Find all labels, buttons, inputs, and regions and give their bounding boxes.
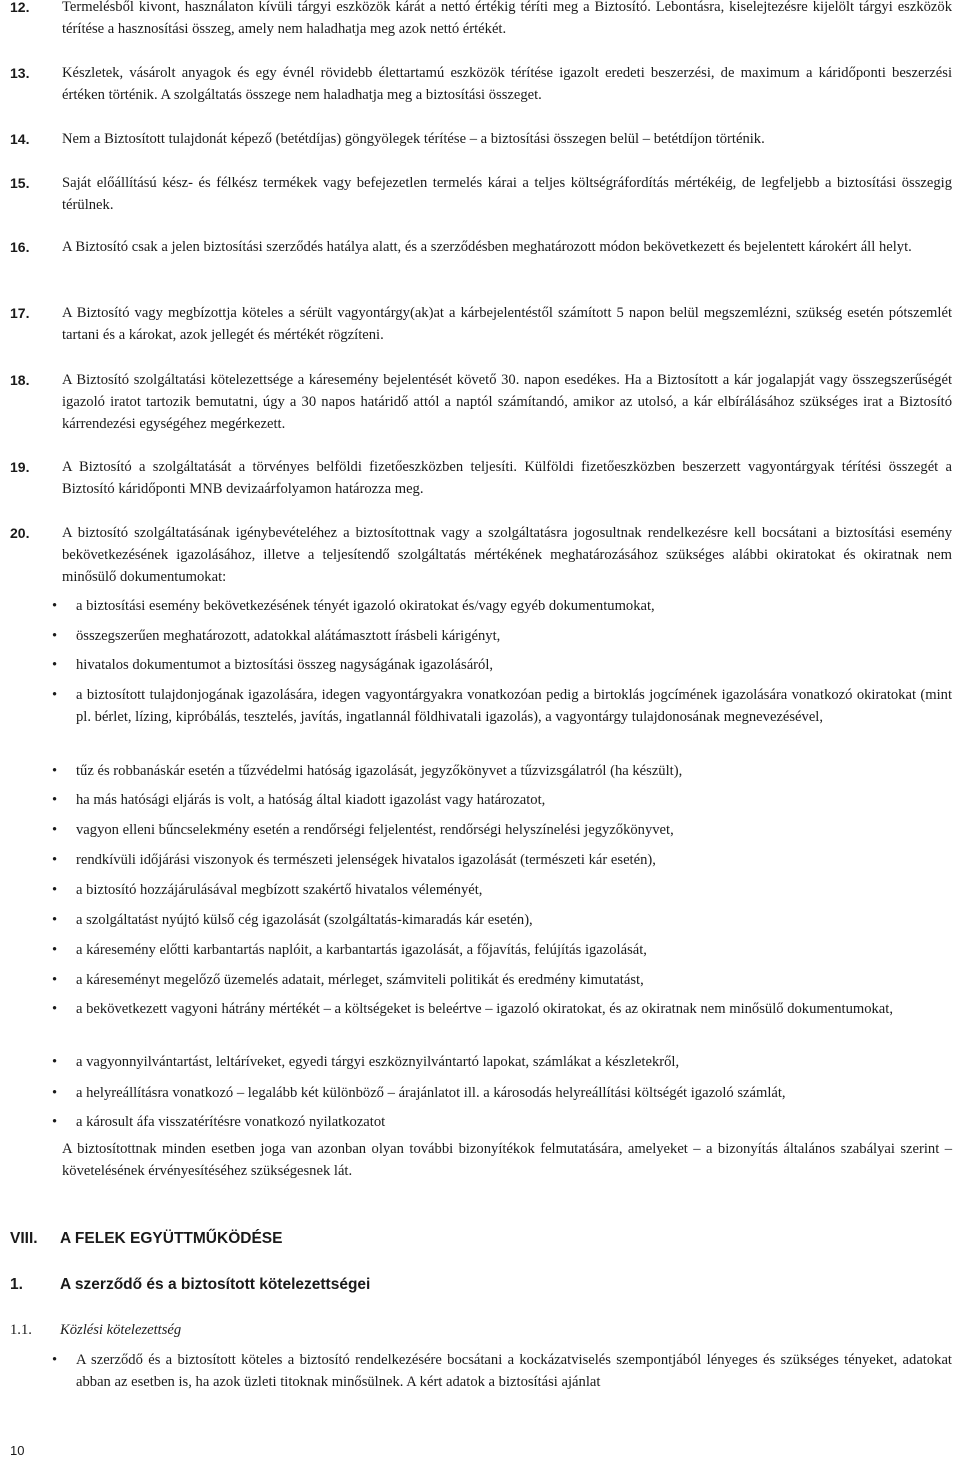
paragraph-16 bbox=[10, 236, 952, 258]
subsection-number: 1. bbox=[10, 1276, 23, 1293]
paragraph-19 bbox=[10, 456, 952, 500]
bullet-icon: • bbox=[52, 1085, 58, 1101]
paragraph-number: 17. bbox=[10, 305, 30, 321]
list-item: • A szerződő és a biztosított köteles a biztosító rendelkezésére bocsátani a kockázatviselés szempontjából lényeges és szükséges tényeket, adatokat abban az esetben is, ha azok üzleti titoknak minősülnek. A kért adatok a biztosítási ajánlat bbox=[52, 1349, 952, 1393]
bullet-icon: • bbox=[52, 942, 58, 958]
bullet-icon: • bbox=[52, 912, 58, 928]
list-item: • vagyon elleni bűncselekmény esetén a rendőrségi feljelentést, rendőrségi helyszínelési jegyzőkönyvet, bbox=[52, 819, 952, 841]
paragraph-12 bbox=[10, 0, 952, 40]
section-heading bbox=[10, 1228, 282, 1250]
paragraph-number: 16. bbox=[10, 239, 30, 255]
bullet-icon: • bbox=[52, 1054, 58, 1070]
list-item: • hivatalos dokumentumot a biztosítási összeg nagyságának igazolásáról, bbox=[52, 654, 952, 676]
paragraph-number: 15. bbox=[10, 175, 30, 191]
list-item: • a vagyonnyilvántartást, leltáríveket, egyedi tárgyi eszköznyilvántartó lapokat, számlákat a készletekről, bbox=[52, 1051, 952, 1073]
paragraph-text: A Biztosító a szolgáltatását a törvényes belföldi fizetőeszközben teljesíti. Külföldi fizetőeszközben beszerzett vagyontárgyak térítési összegét a Biztosító káridőponti MNB devizaárfolyamon határozza meg. bbox=[62, 459, 952, 498]
closing-paragraph: A biztosítottnak minden esetben joga van azonban olyan további bizonyítékok felmutatására, amelyeket – a bizonyítás általános szabályai szerint – követelésének érvényesítéséhez szükségesnek lát. bbox=[62, 1141, 952, 1180]
list-item: • a biztosító hozzájárulásával megbízott szakértő hivatalos véleményét, bbox=[52, 879, 952, 901]
paragraph-text: A biztosító szolgáltatásának igénybevételéhez a biztosítottnak vagy a szolgáltatásra jogosultnak rendelkezésre kell bocsátani a biztosítási esemény bekövetkezésének igazolásához, illetve a teljesítendő szolgáltatás mértékének meghatározásához szükséges alábbi okiratokat és okiratnak nem minősülő dokumentumokat: bbox=[62, 525, 952, 586]
subsubsection-title: Közlési kötelezettség bbox=[60, 1322, 182, 1338]
paragraph-15 bbox=[10, 172, 952, 216]
paragraph-text: A Biztosító szolgáltatási kötelezettsége a káresemény bejelentését követő 30. napon esedékes. Ha a Biztosított a kár jogalapját vagy összegszerűségét igazoló iratot tartozik bemutatni, úgy a 30 napos határidő attól a naptól számítandó, amikor az utolsó, a kár elbírálásához szükséges irat a Biztosító kárrendezési egységéhez megérkezett. bbox=[62, 372, 952, 433]
bullet-icon: • bbox=[52, 1352, 58, 1368]
section-title: A FELEK EGYÜTTMŰKÖDÉSE bbox=[60, 1230, 283, 1247]
list-item: • a káresemény előtti karbantartás naplóit, a karbantartás igazolását, a főjavítás, felújítás igazolását, bbox=[52, 939, 952, 961]
bullet-icon: • bbox=[52, 687, 58, 703]
bullet-icon: • bbox=[52, 598, 58, 614]
paragraph-text: Nem a Biztosított tulajdonát képező (betétdíjas) göngyölegek térítése – a biztosítási összegen belül – betétdíjon történik. bbox=[62, 131, 765, 147]
paragraph-text: Készletek, vásárolt anyagok és egy évnél rövidebb élettartamú eszközök térítése igazolt eredeti beszerzési, de maximum a káridőponti beszerzési értéken történik. A szolgáltatás összege nem haladhatja meg a biztosítási összeget. bbox=[62, 65, 952, 104]
paragraph-number: 14. bbox=[10, 131, 30, 147]
paragraph-13 bbox=[10, 62, 952, 106]
bullet-icon: • bbox=[52, 882, 58, 898]
paragraph-number: 12. bbox=[10, 0, 30, 15]
bullet-icon: • bbox=[52, 822, 58, 838]
subsection-title: A szerződő és a biztosított kötelezettségei bbox=[60, 1276, 371, 1293]
bullet-icon: • bbox=[52, 628, 58, 644]
bullet-icon: • bbox=[52, 1001, 58, 1017]
list-item: • a helyreállításra vonatkozó – legalább két különböző – árajánlatot ill. a károsodás helyreállítási költségét igazoló számlát, bbox=[52, 1082, 952, 1104]
bullet-icon: • bbox=[52, 972, 58, 988]
paragraph-text: A Biztosító csak a jelen biztosítási szerződés hatálya alatt, és a szerződésben meghatározott módon bekövetkezett és bejelentett károkért áll helyt. bbox=[62, 239, 912, 255]
paragraph-20 bbox=[10, 522, 952, 589]
paragraph-number: 18. bbox=[10, 372, 30, 388]
list-item: • a szolgáltatást nyújtó külső cég igazolását (szolgáltatás-kimaradás kár esetén), bbox=[52, 909, 952, 931]
list-item: • tűz és robbanáskár esetén a tűzvédelmi hatóság igazolását, jegyzőkönyvet a tűzvizsgálatról (ha készült), bbox=[52, 760, 952, 782]
paragraph-number: 13. bbox=[10, 65, 30, 81]
list-item: • rendkívüli időjárási viszonyok és természeti jelenségek hivatalos igazolását (természeti kár esetén), bbox=[52, 849, 952, 871]
bullet-icon: • bbox=[52, 852, 58, 868]
list-item: • a károsult áfa visszatérítésre vonatkozó nyilatkozatot bbox=[52, 1111, 952, 1133]
paragraph-text: Saját előállítású kész- és félkész termékek vagy befejezetlen termelés kárai a teljes költségráfordítás mértékéig, de legfeljebb a biztosítási összegig térülnek. bbox=[62, 175, 952, 214]
paragraph-text: Termelésből kivont, használaton kívüli tárgyi eszközök kárát a nettó értékig téríti meg a Biztosító. Lebontásra, kiselejtezésre kijelölt tárgyi eszközök térítése a hasznosítási összeg, amely nem haladhatja meg azok nettó értékét. bbox=[62, 0, 952, 38]
list-item: • összegszerűen meghatározott, adatokkal alátámasztott írásbeli kárigényt, bbox=[52, 625, 952, 647]
list-item: • a biztosított tulajdonjogának igazolására, idegen vagyontárgyakra vonatkozóan pedig a birtoklás jogcímének igazolására vonatkozó okiratokat (mint pl. bérlet, lízing, kipróbálás, tesztelés, javítás, ingatlannál földhivatali igazolás), a vagyontárgy tulajdonosának megnevezésével, bbox=[52, 684, 952, 728]
subsection-heading bbox=[10, 1274, 370, 1296]
paragraph-18 bbox=[10, 369, 952, 436]
paragraph-14 bbox=[10, 128, 952, 150]
subsubsection-number: 1.1. bbox=[10, 1322, 32, 1338]
paragraph-number: 19. bbox=[10, 459, 30, 475]
paragraph-17 bbox=[10, 302, 952, 346]
paragraph-text: A Biztosító vagy megbízottja köteles a sérült vagyontárgy(ak)at a kárbejelentéstől számított 5 napon belül megszemlézni, szükség esetén pótszemlét tartani és a károkat, azok jellegét és mértékét rögzíteni. bbox=[62, 305, 952, 344]
list-item: • a káreseményt megelőző üzemelés adatait, mérleget, számviteli politikát és eredmény kimutatást, bbox=[52, 969, 952, 991]
list-item: • ha más hatósági eljárás is volt, a hatóság által kiadott igazolást vagy határozatot, bbox=[52, 789, 952, 811]
bullet-icon: • bbox=[52, 1114, 58, 1130]
bullet-icon: • bbox=[52, 763, 58, 779]
list-item: • a bekövetkezett vagyoni hátrány mértékét – a költségeket is beleértve – igazoló okiratokat, és az okiratnak nem minősülő dokumentumokat, bbox=[52, 998, 952, 1020]
section-number: VIII. bbox=[10, 1230, 38, 1247]
bullet-icon: • bbox=[52, 657, 58, 673]
subsubsection-heading bbox=[10, 1319, 181, 1341]
bullet-icon: • bbox=[52, 792, 58, 808]
paragraph-number: 20. bbox=[10, 525, 30, 541]
list-item: • a biztosítási esemény bekövetkezésének tényét igazoló okiratokat és/vagy egyéb dokumentumokat, bbox=[52, 595, 952, 617]
page-number: 10 bbox=[10, 1443, 25, 1458]
